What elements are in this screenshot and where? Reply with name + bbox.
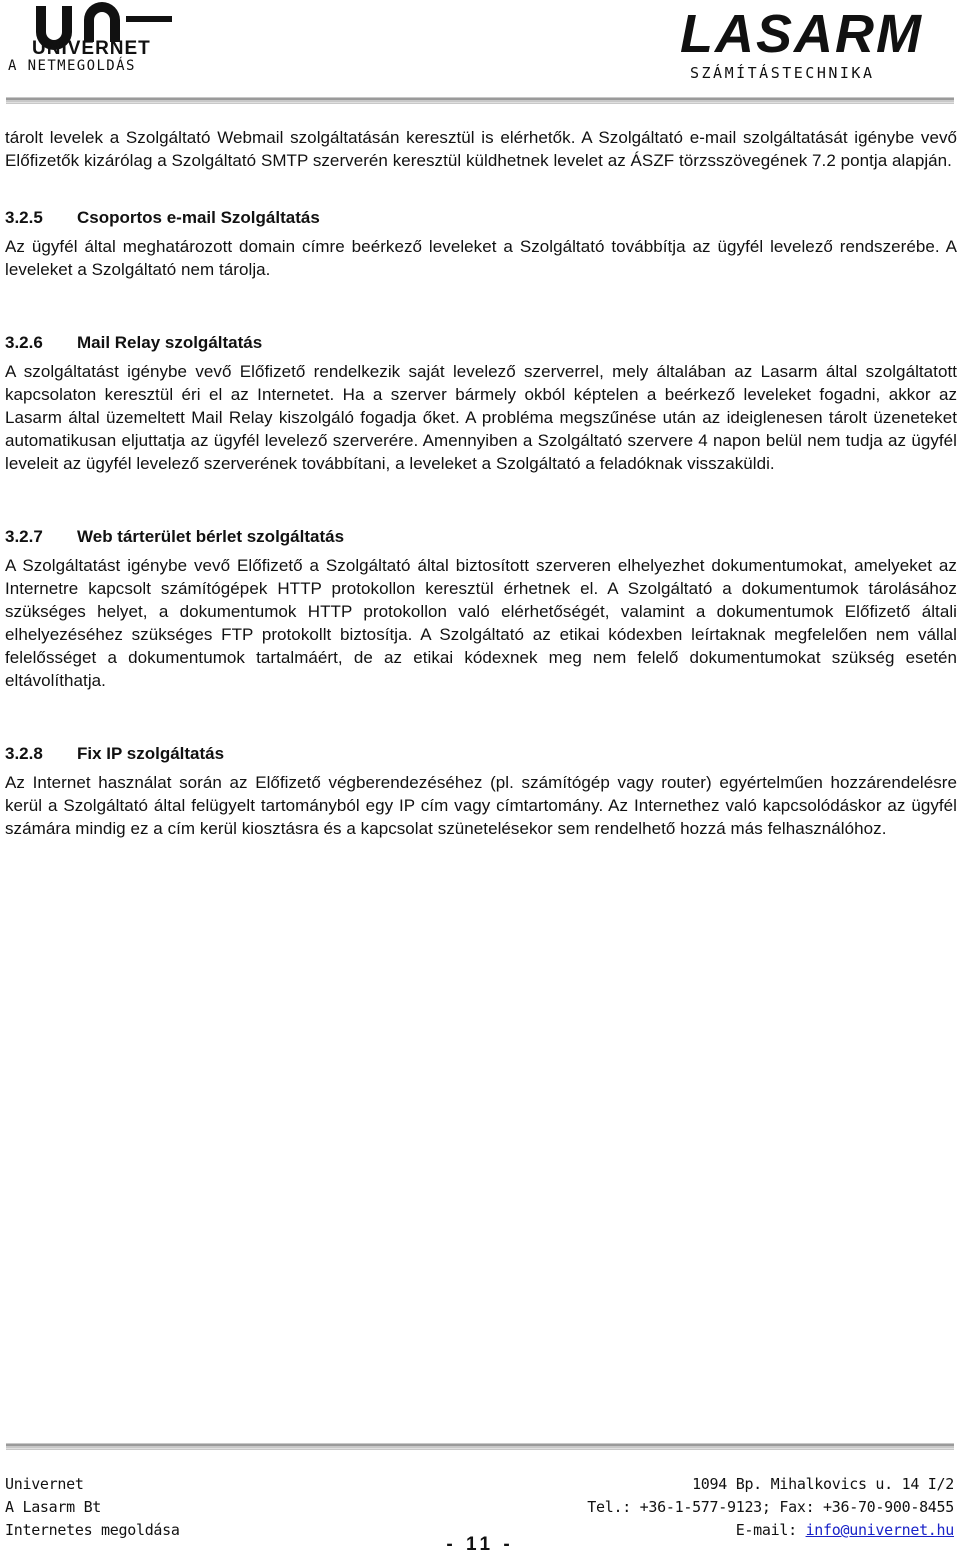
section-heading	[5, 525, 957, 548]
footer-company-name: Univernet	[5, 1475, 84, 1493]
section-3-2-8	[5, 742, 957, 840]
section-number: 3.2.5	[5, 208, 43, 227]
header-rule	[6, 97, 954, 104]
section-heading	[5, 331, 957, 354]
univernet-logo	[6, 2, 206, 74]
section-3-2-7	[5, 525, 957, 692]
section-title: Fix IP szolgáltatás	[77, 744, 225, 763]
intro-paragraph: tárolt levelek a Szolgáltató Webmail szolgáltatásán keresztül is elérhetők. A Szolgáltató e-mail szolgáltatását igénybe vevő Előfizetők kizárólag a Szolgáltató SMTP szerverén keresztül küldhetnek levelet az ÁSZF törzsszövegének 7.2 pontja alapján.	[5, 128, 957, 170]
section-title: Mail Relay szolgáltatás	[77, 333, 263, 352]
section-number: 3.2.7	[5, 527, 43, 546]
footer-phone-fax: Tel.: +36-1-577-9123; Fax: +36-70-900-8455	[587, 1498, 954, 1516]
section-body: Az ügyfél által meghatározott domain címre beérkező leveleket a Szolgáltató továbbítja az ügyfél levelező rendszerébe. A leveleket a Szolgáltató nem tárolja.	[5, 237, 957, 279]
section-body: A Szolgáltatást igénybe vevő Előfizető a Szolgáltató által biztosított szerveren elhelyezhet dokumentumokat, amelyeket az Internetre kapcsolt számítógépek HTTP protokollon keresztül érhetnek el. A Szolgáltató a dokumentumok tárolásához szükséges helyet, a dokumentumok HTTP protokollon való elérhetőségét, valamint a dokumentumok Előfizető általi elhelyezéséhez szükséges FTP protokollt biztosítja. A Szolgáltató az etikai kódexben leírtaknak megfelelően nem vállal felelősséget a dokumentumok tartalmáért, de az etikai kódexnek meg nem felelő dokumentumokat szükség esetén eltávolíthatja.	[5, 556, 957, 690]
footer-contact	[534, 1473, 954, 1542]
footer-company-owner: A Lasarm Bt	[5, 1498, 102, 1516]
footer-email-link[interactable]: info@univernet.hu	[805, 1521, 954, 1539]
footer-rule	[6, 1443, 954, 1450]
section-3-2-5	[5, 206, 957, 281]
section-body: Az Internet használat során az Előfizető végberendezéséhez (pl. számítógép vagy router) egyértelműen hozzárendelésre kerül a Szolgáltató által felügyelt tartományból egy IP cím vagy címtartomány. Az Internethez való kapcsolódáskor az ügyfél számára mindig ez a cím kerül kiosztásra és a kapcsolat szünetelésekor sem rendelhető hozzá más felhasználóhoz.	[5, 773, 957, 838]
section-title: Web tárterület bérlet szolgáltatás	[77, 527, 345, 546]
page-header	[0, 0, 960, 100]
page-number: - 11 -	[446, 1534, 514, 1555]
lasarm-logo	[680, 4, 956, 82]
section-number: 3.2.6	[5, 333, 43, 352]
footer-address: 1094 Bp. Mihalkovics u. 14 I/2	[692, 1475, 954, 1493]
section-number: 3.2.8	[5, 744, 43, 763]
section-heading	[5, 742, 957, 765]
section-3-2-6	[5, 331, 957, 475]
section-body: A szolgáltatást igénybe vevő Előfizető rendelkezik saját levelező szerverrel, mely általában az Lasarm által szolgáltatott kapcsolaton keresztül éri el az Internetet. Ha a szerver bármely okból képtelen a beérkező leveleket fogadni, akkor az Lasarm által üzemeltett Mail Relay kiszolgáló fogadja őket. A probléma megszűnése után az ideiglenesen tárolt üzeneteket automatikusan eljuttatja az ügyfél levelező szerverére. Amennyiben a Szolgáltató szervere 4 napon belül nem tudja az ügyfél leveleit az ügyfél levelező szerverének továbbítani, a leveleket a Szolgáltató a feladóknak visszaküldi.	[5, 362, 957, 473]
section-title: Csoportos e-mail Szolgáltatás	[77, 208, 320, 227]
svg-text:A NETMEGOLDÁS: A NETMEGOLDÁS	[8, 58, 136, 74]
section-heading	[5, 206, 957, 229]
svg-text:LASARM: LASARM	[680, 4, 923, 64]
svg-text:UNIVERNET: UNIVERNET	[32, 38, 151, 59]
svg-text:SZÁMÍTÁSTECHNIKA: SZÁMÍTÁSTECHNIKA	[690, 64, 875, 82]
footer-company-tagline: Internetes megoldása	[5, 1521, 180, 1539]
footer-email-label: E-mail:	[735, 1521, 806, 1539]
footer-company	[5, 1473, 325, 1542]
document-body	[5, 126, 957, 840]
